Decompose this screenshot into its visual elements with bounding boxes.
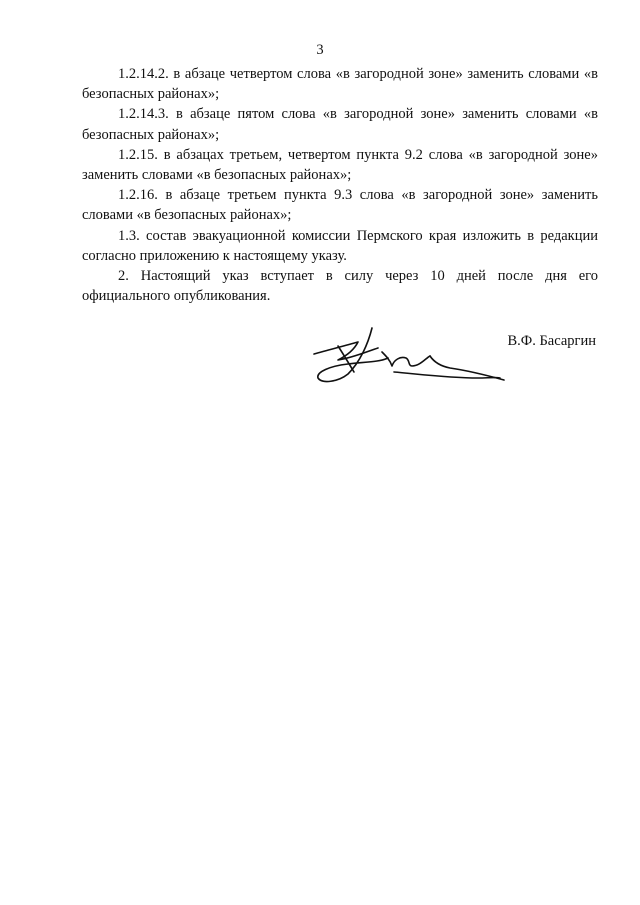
paragraph-1-2-16: 1.2.16. в абзаце третьем пункта 9.3 слова «в загородной зоне» заменить словами «в безопасных районах»;: [82, 187, 598, 224]
document-body: [82, 64, 598, 306]
paragraph-2: 2. Настоящий указ вступает в силу через 10 дней после дня его официального опубликования.: [82, 268, 598, 305]
handwritten-signature: [308, 322, 508, 400]
paragraph-1-2-14-2: 1.2.14.2. в абзаце четвертом слова «в загородной зоне» заменить словами «в безопасных районах»;: [82, 66, 598, 103]
paragraph-1-2-14-3: 1.2.14.3. в абзаце пятом слова «в загородной зоне» заменить словами «в безопасных районах»;: [82, 106, 598, 143]
paragraph-1-3: 1.3. состав эвакуационной комиссии Пермского края изложить в редакции согласно приложению к настоящему указу.: [82, 227, 598, 264]
signatory-name: В.Ф. Басаргин: [507, 333, 596, 349]
page-number: 3: [316, 42, 324, 58]
paragraph-1-2-15: 1.2.15. в абзацах третьем, четвертом пункта 9.2 слова «в загородной зоне» заменить словами «в безопасных районах»;: [82, 146, 598, 184]
